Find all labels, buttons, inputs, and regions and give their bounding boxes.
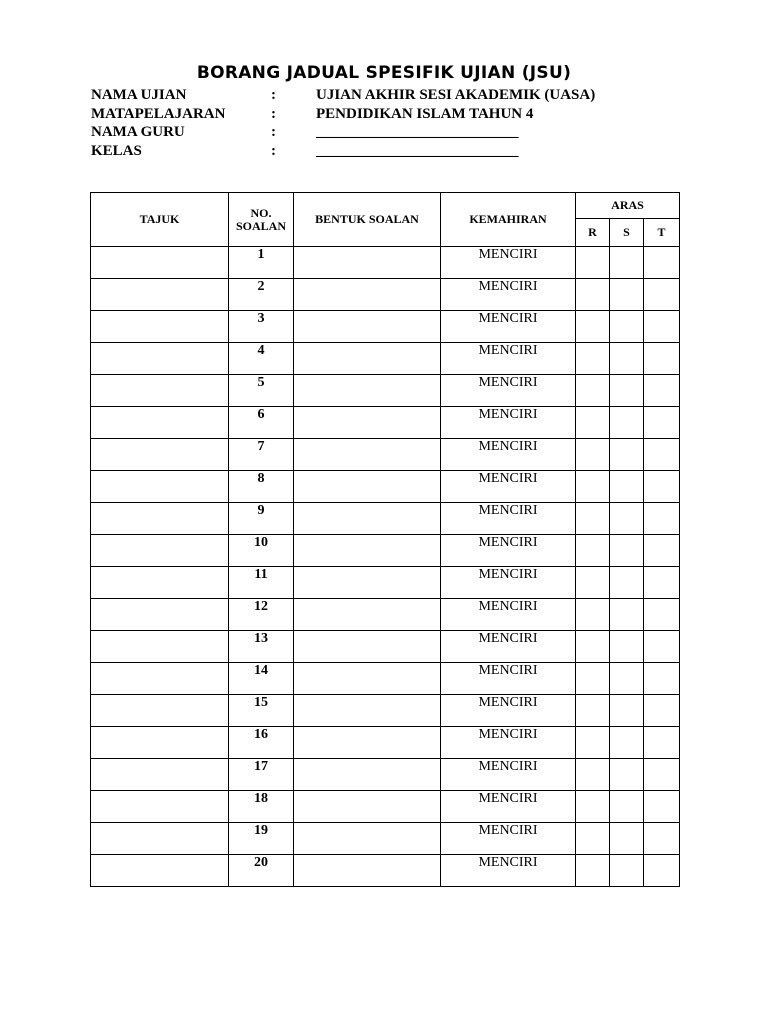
table-row [91,535,680,567]
bentuk-soalan-cell[interactable] [294,631,441,663]
aras-t-cell[interactable] [644,631,680,663]
aras-t-cell[interactable] [644,407,680,439]
soalan-number: 2 [229,279,294,311]
aras-r-cell[interactable] [576,503,610,535]
aras-s-cell[interactable] [610,535,644,567]
table-row [91,343,680,375]
header-aras-r: R [576,219,610,247]
aras-t-cell[interactable] [644,599,680,631]
tajuk-cell[interactable] [91,631,229,663]
bentuk-soalan-cell[interactable] [294,855,441,887]
aras-r-cell[interactable] [576,631,610,663]
kelas-blank: ___________________________ [316,142,519,159]
header-no-line2: SOALAN [235,218,286,233]
header-no-line1: NO. [250,205,272,220]
tajuk-cell[interactable] [91,279,229,311]
info-colon: : [271,142,276,159]
soalan-number: 20 [229,855,294,887]
soalan-number: 14 [229,663,294,695]
aras-s-cell[interactable] [610,599,644,631]
aras-r-cell[interactable] [576,439,610,471]
kemahiran-cell: MENCIRI [441,407,576,439]
aras-r-cell[interactable] [576,599,610,631]
info-colon: : [271,87,276,103]
tajuk-cell[interactable] [91,311,229,343]
header-aras-s: S [610,219,644,247]
tajuk-cell[interactable] [91,855,229,887]
soalan-number: 18 [229,791,294,823]
soalan-number: 1 [229,247,294,279]
kemahiran-cell: MENCIRI [441,855,576,887]
tajuk-cell[interactable] [91,727,229,759]
info-colon: : [271,124,276,140]
tajuk-cell[interactable] [91,503,229,535]
soalan-number: 9 [229,503,294,535]
aras-t-cell[interactable] [644,279,680,311]
tajuk-cell[interactable] [91,343,229,375]
table-row [91,855,680,887]
aras-s-cell[interactable] [610,343,644,375]
info-row-nama-ujian [91,86,691,105]
aras-s-cell[interactable] [610,567,644,599]
kemahiran-cell: MENCIRI [441,439,576,471]
aras-s-cell[interactable] [610,279,644,311]
table-row [91,663,680,695]
soalan-number: 6 [229,407,294,439]
aras-t-cell[interactable] [644,471,680,503]
header-aras: ARAS [576,193,680,219]
table-row [91,567,680,599]
aras-s-cell[interactable] [610,823,644,855]
bentuk-soalan-cell[interactable] [294,247,441,279]
table-row [91,759,680,791]
aras-r-cell[interactable] [576,791,610,823]
kemahiran-cell: MENCIRI [441,311,576,343]
aras-r-cell[interactable] [576,279,610,311]
bentuk-soalan-cell[interactable] [294,503,441,535]
tajuk-cell[interactable] [91,695,229,727]
soalan-number: 17 [229,759,294,791]
aras-s-cell[interactable] [610,407,644,439]
aras-s-cell[interactable] [610,759,644,791]
page-title: BORANG JADUAL SPESIFIK UJIAN (JSU) [196,63,572,83]
aras-t-cell[interactable] [644,727,680,759]
header-aras-t: T [644,219,680,247]
kemahiran-cell: MENCIRI [441,503,576,535]
kemahiran-cell: MENCIRI [441,247,576,279]
bentuk-soalan-cell[interactable] [294,407,441,439]
tajuk-cell[interactable] [91,791,229,823]
aras-s-cell[interactable] [610,311,644,343]
aras-s-cell[interactable] [610,855,644,887]
table-row [91,727,680,759]
aras-s-cell[interactable] [610,727,644,759]
jsu-table [90,192,680,887]
tajuk-cell[interactable] [91,471,229,503]
exam-info [91,86,691,160]
aras-s-cell[interactable] [610,471,644,503]
header-no-soalan [229,193,294,247]
aras-r-cell[interactable] [576,471,610,503]
soalan-number: 3 [229,311,294,343]
tajuk-cell[interactable] [91,375,229,407]
soalan-number: 8 [229,471,294,503]
bentuk-soalan-cell[interactable] [294,311,441,343]
bentuk-soalan-cell[interactable] [294,567,441,599]
bentuk-soalan-cell[interactable] [294,759,441,791]
aras-r-cell[interactable] [576,727,610,759]
tajuk-cell[interactable] [91,663,229,695]
aras-s-cell[interactable] [610,695,644,727]
aras-t-cell[interactable] [644,791,680,823]
table-row [91,439,680,471]
soalan-number: 5 [229,375,294,407]
table-row [91,247,680,279]
aras-t-cell[interactable] [644,567,680,599]
aras-t-cell[interactable] [644,343,680,375]
kemahiran-cell: MENCIRI [441,599,576,631]
bentuk-soalan-cell[interactable] [294,599,441,631]
info-label: NAMA UJIAN [91,87,187,103]
bentuk-soalan-cell[interactable] [294,375,441,407]
tajuk-cell[interactable] [91,439,229,471]
bentuk-soalan-cell[interactable] [294,535,441,567]
bentuk-soalan-cell[interactable] [294,791,441,823]
aras-r-cell[interactable] [576,407,610,439]
aras-t-cell[interactable] [644,311,680,343]
table-row [91,375,680,407]
aras-t-cell[interactable] [644,823,680,855]
info-row-matapelajaran [91,105,691,124]
bentuk-soalan-cell[interactable] [294,823,441,855]
bentuk-soalan-cell[interactable] [294,439,441,471]
kemahiran-cell: MENCIRI [441,375,576,407]
header-tajuk: TAJUK [91,193,229,247]
soalan-number: 13 [229,631,294,663]
kemahiran-cell: MENCIRI [441,759,576,791]
kemahiran-cell: MENCIRI [441,791,576,823]
info-label: MATAPELAJARAN [91,105,226,122]
aras-s-cell[interactable] [610,439,644,471]
info-row-kelas [91,142,691,161]
nama-guru-blank: ___________________________ [316,124,519,140]
info-label: NAMA GURU [91,124,185,140]
aras-r-cell[interactable] [576,375,610,407]
soalan-number: 19 [229,823,294,855]
soalan-number: 12 [229,599,294,631]
aras-r-cell[interactable] [576,695,610,727]
table-row [91,471,680,503]
kemahiran-cell: MENCIRI [441,567,576,599]
bentuk-soalan-cell[interactable] [294,279,441,311]
aras-s-cell[interactable] [610,631,644,663]
bentuk-soalan-cell[interactable] [294,343,441,375]
bentuk-soalan-cell[interactable] [294,471,441,503]
soalan-number: 15 [229,695,294,727]
info-value-nama-ujian: UJIAN AKHIR SESI AKADEMIK (UASA) [316,87,596,103]
aras-r-cell[interactable] [576,823,610,855]
table-row [91,503,680,535]
table-row [91,823,680,855]
tajuk-cell[interactable] [91,535,229,567]
tajuk-cell[interactable] [91,567,229,599]
aras-t-cell[interactable] [644,759,680,791]
table-row [91,599,680,631]
aras-r-cell[interactable] [576,855,610,887]
kemahiran-cell: MENCIRI [441,471,576,503]
kemahiran-cell: MENCIRI [441,823,576,855]
tajuk-cell[interactable] [91,759,229,791]
bentuk-soalan-cell[interactable] [294,663,441,695]
aras-r-cell[interactable] [576,535,610,567]
header-kemahiran: KEMAHIRAN [441,193,576,247]
soalan-number: 11 [229,567,294,599]
table-row [91,311,680,343]
kemahiran-cell: MENCIRI [441,663,576,695]
kemahiran-cell: MENCIRI [441,727,576,759]
info-row-nama-guru [91,123,691,142]
tajuk-cell[interactable] [91,407,229,439]
info-label: KELAS [91,142,142,159]
aras-t-cell[interactable] [644,375,680,407]
kemahiran-cell: MENCIRI [441,631,576,663]
soalan-number: 7 [229,439,294,471]
table-row [91,791,680,823]
aras-s-cell[interactable] [610,247,644,279]
soalan-number: 16 [229,727,294,759]
table-row [91,631,680,663]
kemahiran-cell: MENCIRI [441,695,576,727]
soalan-number: 4 [229,343,294,375]
aras-r-cell[interactable] [576,343,610,375]
tajuk-cell[interactable] [91,599,229,631]
table-row [91,407,680,439]
aras-t-cell[interactable] [644,503,680,535]
jsu-table-body [91,247,680,887]
aras-t-cell[interactable] [644,695,680,727]
tajuk-cell[interactable] [91,823,229,855]
aras-s-cell[interactable] [610,791,644,823]
aras-s-cell[interactable] [610,503,644,535]
header-bentuk-soalan: BENTUK SOALAN [294,193,441,247]
info-value-matapelajaran: PENDIDIKAN ISLAM TAHUN 4 [316,105,534,122]
aras-r-cell[interactable] [576,247,610,279]
aras-t-cell[interactable] [644,439,680,471]
aras-t-cell[interactable] [644,247,680,279]
aras-s-cell[interactable] [610,375,644,407]
kemahiran-cell: MENCIRI [441,279,576,311]
bentuk-soalan-cell[interactable] [294,695,441,727]
table-row [91,695,680,727]
soalan-number: 10 [229,535,294,567]
table-row [91,279,680,311]
info-colon: : [271,105,276,122]
aras-r-cell[interactable] [576,759,610,791]
aras-r-cell[interactable] [576,663,610,695]
aras-r-cell[interactable] [576,567,610,599]
kemahiran-cell: MENCIRI [441,343,576,375]
aras-t-cell[interactable] [644,535,680,567]
kemahiran-cell: MENCIRI [441,535,576,567]
aras-t-cell[interactable] [644,855,680,887]
aras-s-cell[interactable] [610,663,644,695]
tajuk-cell[interactable] [91,247,229,279]
aras-t-cell[interactable] [644,663,680,695]
aras-r-cell[interactable] [576,311,610,343]
bentuk-soalan-cell[interactable] [294,727,441,759]
